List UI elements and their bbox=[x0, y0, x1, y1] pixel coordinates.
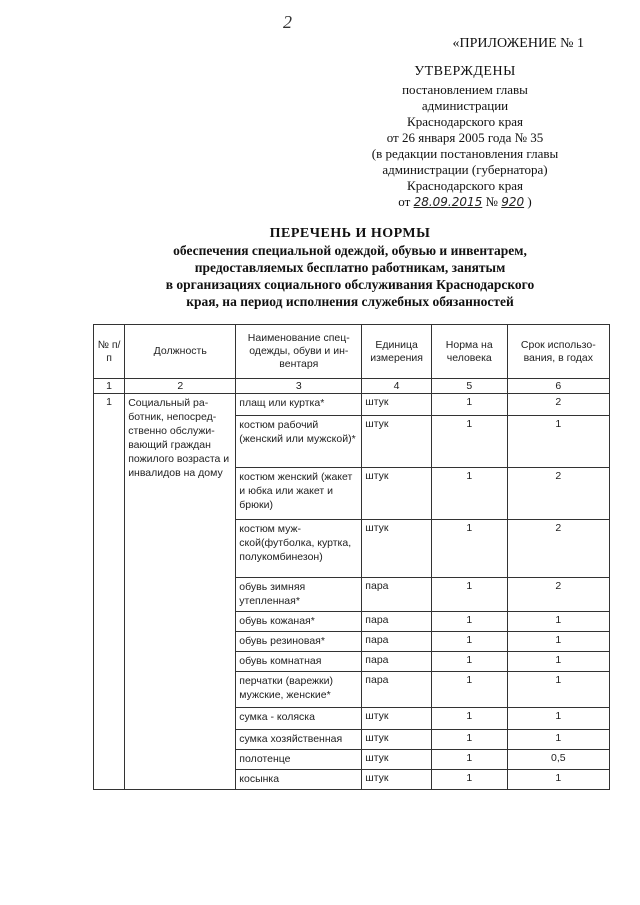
approval-line: Краснодарского края bbox=[407, 114, 523, 129]
appendix-label: «ПРИЛОЖЕНИЕ № 1 bbox=[452, 36, 584, 51]
header-norm: Норма на человека bbox=[431, 325, 507, 379]
approval-line: от 26 января 2005 года № 35 bbox=[386, 130, 544, 145]
item-unit: штук bbox=[362, 750, 432, 770]
item-unit: пара bbox=[362, 632, 432, 652]
item-term: 0,5 bbox=[507, 750, 609, 770]
column-number: 1 bbox=[94, 379, 125, 394]
header-item: Наименование спец-одежды, обуви и ин-вентаря bbox=[236, 325, 362, 379]
header-term: Срок использо-вания, в годах bbox=[507, 325, 609, 379]
item-term: 2 bbox=[507, 394, 609, 416]
item-name: косынка bbox=[236, 770, 362, 790]
document-title bbox=[100, 225, 600, 310]
item-norm: 1 bbox=[431, 672, 507, 708]
header-num: № п/п bbox=[94, 325, 125, 379]
approval-line: (в редакции постановления главы bbox=[371, 146, 559, 161]
item-unit: штук bbox=[362, 708, 432, 730]
sig-prefix: от bbox=[398, 194, 411, 209]
header-position: Должность bbox=[125, 325, 236, 379]
item-unit: штук bbox=[362, 520, 432, 578]
item-name: перчатки (варежки) мужские, женские* bbox=[236, 672, 362, 708]
item-norm: 1 bbox=[431, 520, 507, 578]
item-norm: 1 bbox=[431, 750, 507, 770]
item-unit: штук bbox=[362, 770, 432, 790]
item-name: полотенце bbox=[236, 750, 362, 770]
column-number: 3 bbox=[236, 379, 362, 394]
page-number: 2 bbox=[283, 12, 292, 32]
item-name: сумка хозяйственная bbox=[236, 730, 362, 750]
item-norm: 1 bbox=[431, 578, 507, 612]
item-name: плащ или куртка* bbox=[236, 394, 362, 416]
item-name: сумка - коляска bbox=[236, 708, 362, 730]
approval-line: Краснодарского края bbox=[407, 178, 523, 193]
column-number: 2 bbox=[125, 379, 236, 394]
item-term: 1 bbox=[507, 708, 609, 730]
item-term: 2 bbox=[507, 520, 609, 578]
item-norm: 1 bbox=[431, 730, 507, 750]
approval-block bbox=[340, 36, 590, 210]
title-line: в организациях социального обслуживания Краснодарского bbox=[165, 277, 535, 292]
row-number: 1 bbox=[94, 394, 125, 790]
approval-line: постановлением главы bbox=[402, 82, 528, 97]
item-name: обувь кожаная* bbox=[236, 612, 362, 632]
item-unit: пара bbox=[362, 672, 432, 708]
header-unit: Единица измерения bbox=[362, 325, 432, 379]
sig-suffix: ) bbox=[527, 194, 532, 209]
item-term: 1 bbox=[507, 672, 609, 708]
column-number: 4 bbox=[362, 379, 432, 394]
item-name: обувь резиновая* bbox=[236, 632, 362, 652]
handwritten-date: 28.09.2015 bbox=[413, 195, 483, 209]
item-term: 1 bbox=[507, 652, 609, 672]
item-norm: 1 bbox=[431, 770, 507, 790]
title-line: края, на период исполнения служебных обязанностей bbox=[186, 294, 514, 309]
title-main: ПЕРЕЧЕНЬ И НОРМЫ bbox=[269, 226, 431, 241]
column-number-row bbox=[94, 379, 610, 394]
item-term: 1 bbox=[507, 612, 609, 632]
item-name: обувь зимняя утепленная* bbox=[236, 578, 362, 612]
item-unit: штук bbox=[362, 468, 432, 520]
table-row bbox=[94, 394, 610, 416]
item-term: 1 bbox=[507, 730, 609, 750]
signature-line bbox=[340, 194, 590, 210]
item-norm: 1 bbox=[431, 468, 507, 520]
norms-table bbox=[93, 324, 610, 790]
item-norm: 1 bbox=[431, 708, 507, 730]
position-cell: Социальный ра-ботник, непосред-ственно обслужи-вающий граждан пожилого возраста и инвалидов на дому bbox=[125, 394, 236, 790]
item-unit: пара bbox=[362, 652, 432, 672]
item-norm: 1 bbox=[431, 394, 507, 416]
item-norm: 1 bbox=[431, 612, 507, 632]
item-unit: штук bbox=[362, 416, 432, 468]
column-number: 6 bbox=[507, 379, 609, 394]
item-term: 1 bbox=[507, 770, 609, 790]
item-term: 2 bbox=[507, 468, 609, 520]
approval-line: администрации bbox=[421, 98, 509, 113]
item-norm: 1 bbox=[431, 416, 507, 468]
approved-heading: УТВЕРЖДЕНЫ bbox=[414, 64, 516, 79]
item-term: 1 bbox=[507, 416, 609, 468]
item-name: обувь комнатная bbox=[236, 652, 362, 672]
item-term: 1 bbox=[507, 632, 609, 652]
title-line: обеспечения специальной одеждой, обувью и инвентарем, bbox=[173, 243, 527, 258]
item-term: 2 bbox=[507, 578, 609, 612]
item-unit: штук bbox=[362, 730, 432, 750]
handwritten-number: 920 bbox=[501, 195, 525, 209]
column-number: 5 bbox=[431, 379, 507, 394]
item-name: костюм рабочий (женский или мужской)* bbox=[236, 416, 362, 468]
item-name: костюм женский (жакет и юбка или жакет и брюки) bbox=[236, 468, 362, 520]
item-name: костюм муж-ской(футболка, куртка, полукомбинезон) bbox=[236, 520, 362, 578]
item-unit: пара bbox=[362, 578, 432, 612]
sig-number-prefix: № bbox=[485, 194, 498, 209]
item-norm: 1 bbox=[431, 652, 507, 672]
table-header-row bbox=[94, 325, 610, 379]
item-unit: штук bbox=[362, 394, 432, 416]
title-line: предоставляемых бесплатно работникам, занятым bbox=[194, 260, 506, 275]
approval-line: администрации (губернатора) bbox=[382, 162, 548, 177]
item-norm: 1 bbox=[431, 632, 507, 652]
item-unit: пара bbox=[362, 612, 432, 632]
